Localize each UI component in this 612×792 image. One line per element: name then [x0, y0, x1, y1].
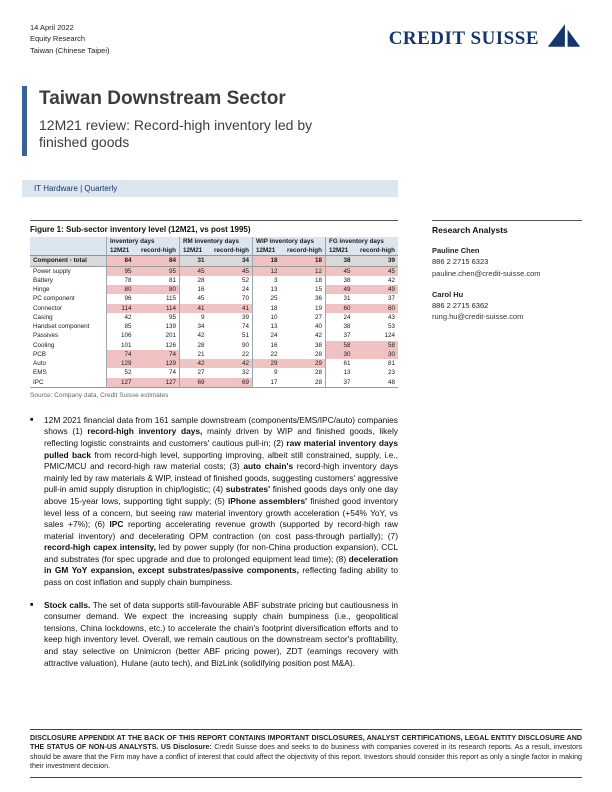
table-group-row [30, 237, 398, 246]
table-head [30, 237, 398, 256]
row-label: Power supply [33, 267, 71, 275]
cell-value: 38 [326, 256, 354, 266]
cell-value: 74 [241, 323, 249, 331]
col-subheader: record-high [280, 246, 325, 256]
analyst-sidebar [432, 220, 582, 323]
cell-value: 28 [314, 350, 322, 358]
col-subheader: 12M21 [180, 246, 208, 256]
cell-value: 81 [387, 360, 395, 368]
analyst-email[interactable]: rung.hu@credit-suisse.com [432, 312, 524, 322]
cell-value: 42 [180, 331, 208, 340]
cell-value: 13 [253, 285, 281, 294]
cell-value: 90 [241, 341, 249, 349]
analyst-name: Carol Hu [432, 289, 464, 299]
cell-value: 38 [326, 276, 354, 285]
cell-value: 31 [326, 294, 354, 303]
cell-value: 27 [180, 368, 208, 377]
bullet-text [44, 415, 398, 589]
cell-value: 38 [314, 341, 322, 349]
cell-value: 28 [314, 378, 322, 386]
cell-value: 84 [134, 256, 179, 266]
text-run: from record-high level, supporting improving, albeit still constrained, supply, i.e., PMIC/MCU and record-high raw material costs; (3) [44, 449, 398, 472]
text-run: record-high inventory days, [87, 426, 203, 437]
cell-value: 25 [253, 294, 281, 303]
text-run: raw material inventory days pulled back [44, 437, 398, 460]
cell-value: 18 [314, 276, 322, 284]
cell-value: 45 [207, 266, 252, 276]
col-group-header: Inventory days [107, 237, 180, 246]
table-row [30, 294, 398, 303]
cell-value: 30 [326, 350, 354, 359]
cell-value: 124 [384, 332, 395, 340]
cell-value: 42 [314, 332, 322, 340]
cell-value: 18 [253, 304, 281, 313]
table-row [30, 304, 398, 313]
cell-value: 3 [253, 276, 281, 285]
cell-value: 45 [180, 294, 208, 303]
cell-value: 27 [314, 313, 322, 321]
cell-value: 61 [326, 359, 354, 368]
bullet-text [44, 600, 398, 670]
table-row [30, 331, 398, 340]
figure-title: Figure 1: Sub-sector inventory level (12M21, vs post 1995) [30, 220, 398, 234]
table-row [30, 313, 398, 322]
col-subheader: record-high [134, 246, 179, 256]
cell-value: 34 [207, 256, 252, 266]
cell-value: 37 [387, 295, 395, 303]
row-label: Connector [33, 304, 63, 312]
cell-value: 114 [134, 304, 179, 313]
cell-value: 74 [107, 350, 135, 359]
analyst-card [432, 289, 582, 323]
cell-value: 28 [314, 369, 322, 377]
cell-value: 58 [353, 341, 398, 350]
cell-value: 74 [168, 369, 176, 377]
bullet-item [30, 600, 398, 670]
cell-value: 69 [180, 378, 208, 388]
text-run: deceleration in GM YoY expansion, except substrates/passive components, [44, 553, 398, 576]
table-corner-cell [30, 246, 107, 256]
text-run: DISCLOSURE APPENDIX AT THE BACK OF THIS REPORT CONTAINS IMPORTANT DISCLOSURES, ANALYST CERTIFICATIONS, LEGAL ENTITY DISCLOSURE AND THE STATUS OF NON-US ANALYSTS. [30, 733, 582, 752]
table-row [30, 256, 398, 266]
cell-value: 95 [134, 266, 179, 276]
page-subtitle: 12M21 review: Record-high inventory led by finished goods [39, 116, 313, 151]
text-run: reporting accelerating revenue growth (supported by record-high raw material inventory) and decelerating OPM contraction (on cost pass-through partially); (7) [44, 519, 398, 541]
cell-value: 38 [326, 322, 354, 331]
title-block [22, 86, 439, 156]
cell-value: 60 [353, 304, 398, 313]
cell-value: 42 [180, 359, 208, 368]
cell-value: 31 [180, 256, 208, 266]
row-label: Hinge [33, 286, 50, 294]
cell-value: 22 [241, 350, 249, 358]
text-run: record-high inventory days mainly led by raw materials & WIP, instead of finished goods, suggesting customers' aggressive pull-in amid supply disruption in chip/logistic; (4) [44, 461, 398, 495]
text-run: IPC [109, 519, 124, 530]
cell-value: 42 [207, 359, 252, 368]
cell-value: 13 [326, 368, 354, 377]
row-label: Passives [33, 332, 59, 340]
table-row [30, 285, 398, 294]
row-label: Cooling [33, 341, 55, 349]
sector-kicker-bar: IT Hardware | Quarterly [22, 180, 398, 197]
text-run: 12M 2021 financial data from 161 sample downstream (components/EMS/IPC/auto) companies shows (1) [44, 414, 398, 437]
table-row [30, 276, 398, 285]
col-subheader: 12M21 [326, 246, 354, 256]
cell-value: 37 [326, 378, 354, 388]
inventory-table [30, 237, 398, 388]
page-header [30, 22, 582, 56]
cell-value: 19 [314, 304, 322, 312]
cell-value: 24 [241, 286, 249, 294]
cell-value: 41 [207, 304, 252, 313]
cell-value: 70 [241, 295, 249, 303]
table-row [30, 368, 398, 377]
sidebar-title: Research Analysts [432, 220, 582, 235]
cell-value: 28 [180, 276, 208, 285]
analyst-phone: 886 2 2715 6323 [432, 257, 489, 267]
cell-value: 51 [241, 332, 249, 340]
table-row [30, 359, 398, 368]
cell-value: 74 [134, 350, 179, 359]
bullet-marker: ■ [30, 417, 34, 424]
cell-value: 36 [314, 295, 322, 303]
cell-value: 126 [165, 341, 176, 349]
table-row [30, 378, 398, 388]
cell-value: 24 [253, 331, 281, 340]
cell-value: 39 [353, 256, 398, 266]
cell-value: 9 [253, 368, 281, 377]
row-label: EMS [33, 369, 47, 377]
text-run: mainly driven by WIP and finished goods, likely reflecting logistic constraints and customers' cautious pull-in; (2) [44, 426, 398, 448]
row-label: Component - total [30, 256, 107, 266]
row-label: Auto [33, 360, 46, 368]
col-group-header: WIP inventory days [253, 237, 326, 246]
figure-source: Source: Company data, Credit Suisse estimates [30, 391, 169, 399]
cell-value: 16 [180, 285, 208, 294]
cell-value: 80 [107, 285, 135, 294]
logo-wordmark: CREDIT SUISSE [388, 28, 539, 49]
cell-value: 13 [253, 322, 281, 331]
text-run: finished good inventory level less of a concern, but seeing raw material inventory growth acceleration (+54% YoY, vs sales +7%); (6) [44, 495, 398, 530]
cell-value: 45 [353, 266, 398, 276]
cell-value: 18 [280, 256, 325, 266]
cell-value: 32 [241, 369, 249, 377]
cell-value: 10 [253, 313, 281, 322]
sails-icon [546, 22, 582, 48]
main-column [30, 220, 398, 680]
text-run: substrates' [225, 484, 271, 495]
cell-value: 95 [168, 313, 176, 321]
cell-value: 40 [314, 323, 322, 331]
cell-value: 37 [326, 331, 354, 340]
table-corner-cell [30, 237, 107, 246]
cell-value: 52 [241, 276, 249, 284]
bullet-list [30, 415, 398, 669]
row-label: Casing [33, 313, 53, 321]
text-run: led by power supply (for non-China production expansion), CCL and substrates (for spec upgrade and due to prolonged equipment lead time); (8) [44, 542, 398, 564]
bullet-item [30, 415, 398, 589]
report-meta [30, 22, 110, 56]
report-type: Equity Research [30, 34, 86, 44]
row-label: PC component [33, 295, 75, 303]
page-title: Taiwan Downstream Sector [39, 88, 286, 109]
cell-value: 29 [253, 359, 281, 368]
cell-value: 41 [180, 304, 208, 313]
cell-value: 34 [180, 322, 208, 331]
cell-value: 81 [168, 276, 176, 284]
cell-value: 49 [326, 285, 354, 294]
table-row [30, 341, 398, 350]
col-group-header: FG inventory days [326, 237, 399, 246]
table-subheader-row [30, 246, 398, 256]
cell-value: 95 [107, 266, 135, 276]
text-run: Stock calls. [44, 599, 91, 610]
bullet-marker: ■ [30, 602, 34, 609]
cell-value: 17 [253, 378, 281, 388]
cell-value: 15 [314, 286, 322, 294]
cell-value: 49 [353, 285, 398, 294]
cell-value: 84 [107, 256, 135, 266]
cell-value: 106 [107, 331, 135, 340]
cell-value: 129 [107, 359, 135, 368]
cell-value: 60 [326, 304, 354, 313]
cell-value: 53 [387, 323, 395, 331]
cell-value: 139 [165, 323, 176, 331]
text-run: finished goods days only one day above 15-year lows, supporting tight supply; (5) [44, 484, 398, 506]
text-run: reflecting fading ability to pass on cost inflation and supply chain bumpiness. [44, 565, 398, 588]
cell-value: 28 [180, 341, 208, 350]
cell-value: 42 [387, 276, 395, 284]
cell-value: 23 [387, 369, 395, 377]
cell-value: 42 [107, 313, 135, 322]
cell-value: 9 [180, 313, 208, 322]
row-label: IPC [33, 378, 44, 386]
cell-value: 129 [134, 359, 179, 368]
cell-value: 52 [107, 368, 135, 377]
analyst-email[interactable]: pauline.chen@credit-suisse.com [432, 268, 541, 278]
table-row [30, 322, 398, 331]
cell-value: 22 [253, 350, 281, 359]
cell-value: 24 [326, 313, 354, 322]
cell-value: 29 [280, 359, 325, 368]
analyst-phone: 886 2 2715 6362 [432, 301, 489, 310]
cell-value: 21 [180, 350, 208, 359]
disclosure-footer [30, 729, 582, 778]
analyst-name: Pauline Chen [432, 246, 480, 255]
analyst-list [432, 245, 582, 323]
text-run: record-high capex intensity, [44, 542, 156, 553]
cell-value: 58 [326, 341, 354, 350]
cell-value: 69 [207, 378, 252, 388]
row-label: Handset component [33, 323, 90, 331]
row-label: Battery [33, 276, 53, 284]
cell-value: 78 [107, 276, 135, 285]
cell-value: 127 [134, 378, 179, 388]
credit-suisse-logo [389, 22, 582, 48]
text-run: Credit Suisse does and seeks to do business with companies covered in its research reports. As a result, investors should be aware that the Firm may have a conflict of interest that could affect the objectivity of this report. Investors should consider this report as only a single factor in making their investment decision. [30, 743, 582, 771]
cell-value: 30 [353, 350, 398, 359]
text-run: auto chain's [243, 461, 294, 472]
cell-value: 43 [387, 313, 395, 321]
col-subheader: record-high [353, 246, 398, 256]
col-subheader: 12M21 [107, 246, 135, 256]
table-body [30, 256, 398, 387]
cell-value: 45 [180, 266, 208, 276]
cell-value: 115 [165, 295, 176, 303]
cell-value: 39 [241, 313, 249, 321]
text-run: The set of data supports still-favourable ABF substrate pricing but cautiousness in consumer demand. We expect the increasing supply chain bumpiness (i.e., geopolitical tensions, China lockdowns, etc.) to accelerate the chain's footprint diversification efforts and to keep high inventory level. Overall, we remain cautious on the downstream sector's profitability, and stay selective on Unimicron (better ABF pricing power), ZDT (earnings recovery with attractive valuation), Hulane (auto tech), and BizLink (solidifying position post M&A). [44, 599, 398, 668]
cell-value: 18 [253, 256, 281, 266]
disclosure-text [30, 734, 582, 772]
report-date: 14 April 2022 [30, 23, 74, 32]
cell-value: 101 [107, 341, 135, 350]
cell-value: 48 [387, 378, 395, 386]
cell-value: 45 [326, 266, 354, 276]
cell-value: 12 [280, 266, 325, 276]
report-region: Taiwan (Chinese Taipei) [30, 45, 110, 55]
cell-value: 80 [134, 285, 179, 294]
col-subheader: 12M21 [253, 246, 281, 256]
text-run: iPhone assemblers' [227, 495, 308, 506]
analyst-card [432, 245, 582, 279]
row-label: PCB [33, 350, 46, 358]
text-run: US Disclosure: [158, 743, 215, 752]
table-row [30, 266, 398, 276]
cell-value: 114 [107, 304, 135, 313]
cell-value: 201 [165, 332, 176, 340]
col-subheader: record-high [207, 246, 252, 256]
table-row [30, 350, 398, 359]
cell-value: 85 [107, 322, 135, 331]
cell-value: 127 [107, 378, 135, 388]
cell-value: 96 [107, 294, 135, 303]
cell-value: 16 [253, 341, 281, 350]
cell-value: 12 [253, 266, 281, 276]
col-group-header: RM inventory days [180, 237, 253, 246]
